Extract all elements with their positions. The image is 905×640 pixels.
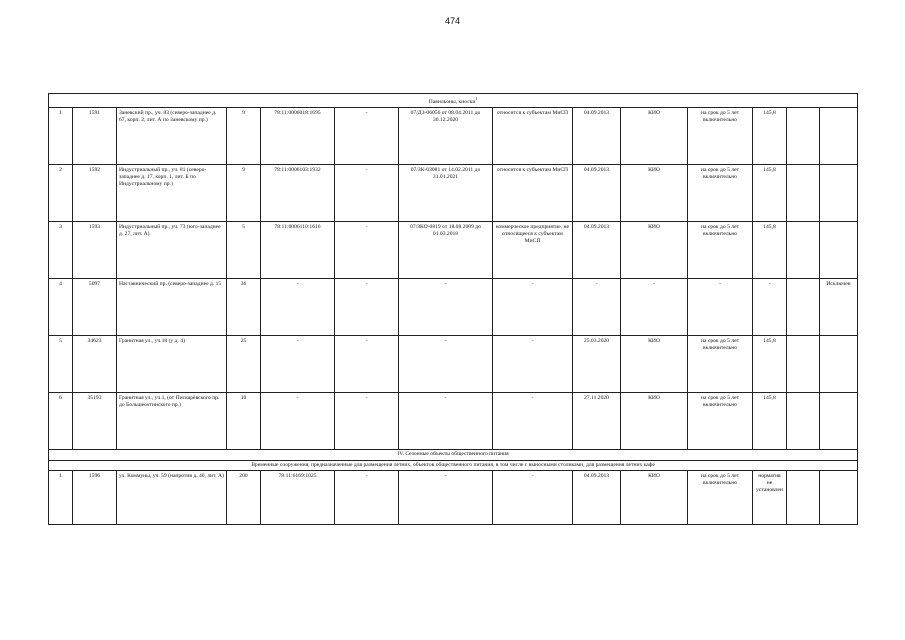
cell-id: 35193 [73,392,117,449]
cell-n: 4 [49,278,73,335]
cell-pay: 145,8 [753,164,787,221]
cell-note [787,221,820,278]
cell-pay: 145,8 [753,392,787,449]
cell-date: 04.09.2013 [573,470,621,524]
section-iv-row [49,449,858,460]
cell-n: 3 [49,221,73,278]
cell-status: - [493,392,573,449]
cell-org: КИО [621,392,688,449]
cell-org: КИО [621,470,688,524]
cell-status: относится к субъектам МиСП [493,107,573,164]
cell-addr: Индустриальный пр., уч. 73 (юго-западнее д. 27, лит. А) [117,221,227,278]
cell-area: 36 [227,278,261,335]
cell-term: на срок до 5 лет включительно [688,470,753,524]
cell-cad: - [261,335,335,392]
cell-addr: Гранитная ул., уч.18 (у д. 4) [117,335,227,392]
cell-n: 1 [49,107,73,164]
cell-cad: - [261,278,335,335]
cell-date: 27.11.2020 [573,392,621,449]
table-row [49,107,858,164]
cell-note [787,470,820,524]
cell-addr: Наставнический пр. (северо-западнее д. 15 [117,278,227,335]
cell-pay: 145,8 [753,335,787,392]
cell-status: - [493,278,573,335]
cell-cad: 78:11:0006103:1932 [261,164,335,221]
cell-status: - [493,335,573,392]
cell-term: на срок до 5 лет включительно [688,335,753,392]
section-pavilions-title: Павильоны, киоски$^1$ [49,94,858,108]
cell-n: 6 [49,392,73,449]
cell-area: 5 [227,221,261,278]
cell-area: 25 [227,335,261,392]
cell-note [787,392,820,449]
cell-extra [820,221,858,278]
footnote-mark: 1 [475,96,478,101]
cell-id: 1591 [73,107,117,164]
table-row [49,392,858,449]
cell-date: - [573,278,621,335]
cell-term: на срок до 5 лет включительно [688,392,753,449]
cell-org: КИО [621,164,688,221]
cell-addr: Гранитная ул., уч.1, (от Пискарёвского пр. до Большеохтинского пр.) [117,392,227,449]
cell-f: - [335,335,399,392]
cell-contract: 07/ДЗ-06056 от 08.04.2011 до 30.12.2020 [399,107,493,164]
cell-f: - [335,470,399,524]
cell-pay: 145,8 [753,221,787,278]
cell-note [787,335,820,392]
cell-term: на срок до 5 лет включительно [688,164,753,221]
cell-pay: норматив не установлен [753,470,787,524]
cell-f: - [335,221,399,278]
cell-f: - [335,164,399,221]
cell-org: КИО [621,335,688,392]
cell-org: - [621,278,688,335]
cell-contract: 07/ЗКО-0819 от 18.08.2009 до 01.03.2018 [399,221,493,278]
cell-extra [820,335,858,392]
cell-pay: 145,8 [753,107,787,164]
cell-area: 9 [227,107,261,164]
cell-id: 34623 [73,335,117,392]
cell-term: - [688,278,753,335]
cell-contract: - [399,278,493,335]
cell-cad: 78:11:0006110:1616 [261,221,335,278]
cell-id: 1593 [73,221,117,278]
cell-pay: - [753,278,787,335]
cell-contract: - [399,470,493,524]
cell-date: 04.09.2013 [573,107,621,164]
cell-n: 2 [49,164,73,221]
table-row [49,221,858,278]
cell-f: - [335,278,399,335]
cell-n: 1 [49,470,73,524]
cell-n: 5 [49,335,73,392]
cell-area: 9 [227,164,261,221]
cell-contract: - [399,392,493,449]
cell-contract: - [399,335,493,392]
cell-extra [820,470,858,524]
cell-f: - [335,392,399,449]
section-iv-subtitle-row [49,460,858,470]
table-row [49,335,858,392]
register-table [48,93,858,525]
cell-id: 1592 [73,164,117,221]
cell-term: на срок до 5 лет включительно [688,107,753,164]
cell-addr: ул. Коммуны, уч. 59 (напротив д. 40, лит. А) [117,470,227,524]
table-row [49,278,858,335]
cell-id: 5097 [73,278,117,335]
cell-date: 04.09.2013 [573,164,621,221]
cell-contract: 07/ЗК-03081 от 14.02.2011 до 31.01.2021 [399,164,493,221]
cell-note [787,107,820,164]
cell-cad: 78:11:0006018:1695 [261,107,335,164]
cell-extra [820,164,858,221]
cell-org: КИО [621,221,688,278]
cell-date: 25.03.2020 [573,335,621,392]
cell-date: 04.09.2013 [573,221,621,278]
cell-status: - [493,470,573,524]
cell-note [787,164,820,221]
cell-extra [820,107,858,164]
table-row [49,164,858,221]
cell-extra [820,392,858,449]
cell-area: 10 [227,392,261,449]
section-pavilions-row [49,94,858,108]
cell-f: - [335,107,399,164]
cell-org: КИО [621,107,688,164]
page-number: 474 [444,16,461,26]
cell-addr: Индустриальный пр., уч. 81 (северо-западнее д. 17, корп. 1, лит. Б по Индустриальному пр.) [117,164,227,221]
cell-term: на срок до 5 лет включительно [688,221,753,278]
cell-area: 200 [227,470,261,524]
cell-id: 1596 [73,470,117,524]
cell-note [787,278,820,335]
cell-extra: Исключен [820,278,858,335]
cell-status: относится к субъектам МиСП [493,164,573,221]
section-iv-title: IV. Сезонные объекты общественного питания [49,449,858,460]
cell-cad: - [261,392,335,449]
cell-status: коммерческое предприятие, не относящееся к субъектам МиСП [493,221,573,278]
cell-cad: 78:11:6169:1025 [261,470,335,524]
cell-addr: Заневский пр., уч. 83 (северо-западнее д. 67, корп. 2, лит. А по Заневскому пр.) [117,107,227,164]
table-row [49,470,858,524]
section-iv-subtitle: Временные сооружения, предназначенные для размещения летних, объектов общественного питания, в том числе с выносными столиками, для размещения летних кафе [49,460,858,470]
